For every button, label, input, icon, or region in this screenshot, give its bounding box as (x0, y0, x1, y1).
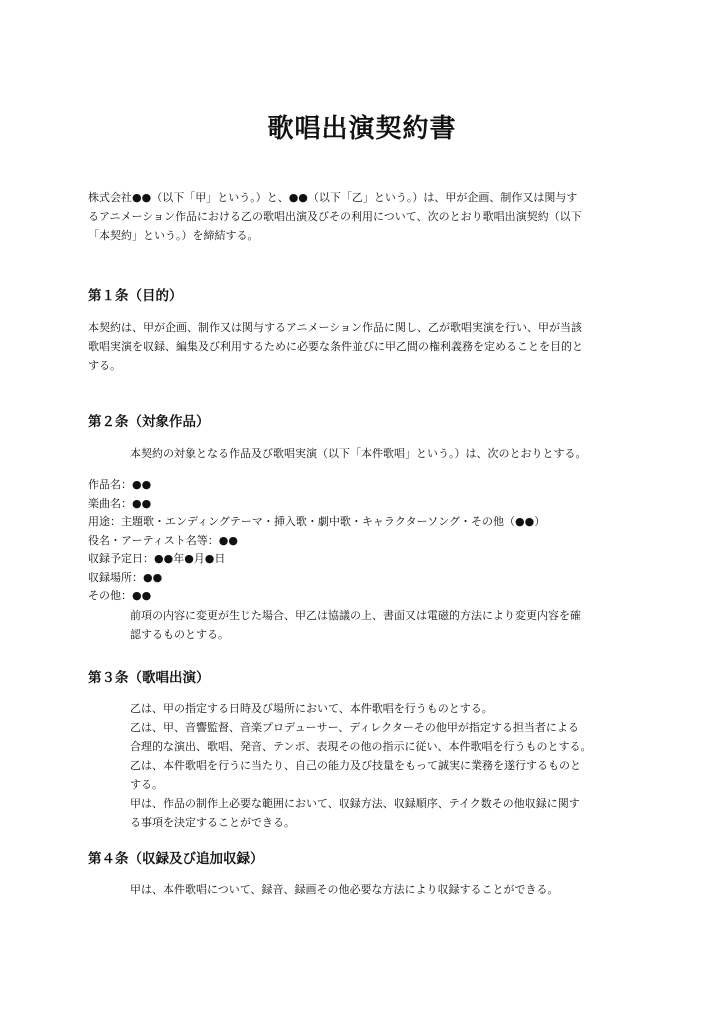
intro-line: 「本契約」という。）を締結する。 (88, 229, 259, 242)
article-3-line: する。 (130, 778, 163, 791)
article-2-heading: 第２条（対象作品） (88, 414, 210, 430)
article-3-line: 乙は、本件歌唱を行うに当たり、自己の能力及び技量をもって誠実に業務を遂行するものと (130, 759, 581, 772)
article-3-line: 乙は、甲の指定する日時及び場所において、本件歌唱を行うものとする。 (130, 702, 493, 715)
intro-line: るアニメーション作品における乙の歌唱出演及びその利用について、次のとおり歌唱出演契約（以下 (88, 210, 582, 223)
intro-paragraph (88, 188, 582, 245)
list-item: 用途：主題歌・エンディングテーマ・挿入歌・劇中歌・キャラクターソング・その他（●●） (88, 515, 546, 528)
article-3-heading: 第３条（歌唱出演） (88, 670, 210, 686)
article-3-line: 乙は、甲、音響監督、音楽プロデューサー、ディレクターその他甲が指定する担当者による (130, 721, 579, 734)
article-2-trailer (130, 606, 581, 644)
article-1-line: 本契約は、甲が企画、制作又は関与するアニメーション作品に関し、乙が歌唱実演を行い、甲が当該 (88, 321, 583, 334)
article-1-line: する。 (88, 359, 121, 372)
article-4-body (130, 880, 559, 899)
list-item: 楽曲名：●● (88, 496, 152, 510)
intro-line: 株式会社●●（以下「甲」という。）と、●●（以下「乙」という。）は、甲が企画、制作又は関与す (88, 191, 578, 204)
article-2-trailer-line: 前項の内容に変更が生じた場合、甲乙は協議の上、書面又は電磁的方法により変更内容を確 (130, 609, 581, 622)
article-3-line: る事項を決定することができる。 (130, 816, 295, 829)
article-1-line: 歌唱実演を収録、編集及び利用するために必要な条件並びに甲乙間の権利義務を定めることを目的と (88, 340, 583, 353)
list-item: 収録予定日：●●年●月●日 (88, 552, 226, 565)
article-2-trailer-line: 認するものとする。 (130, 628, 229, 641)
article-1-heading: 第１条（目的） (88, 288, 183, 304)
document-title: 歌唱出演契約書 (267, 114, 457, 144)
list-item: その他：●● (88, 589, 152, 602)
list-item: 作品名：●● (88, 478, 152, 491)
article-2-items (88, 476, 545, 606)
list-item: 収録場所：●● (88, 570, 163, 584)
article-2-lead (130, 444, 587, 463)
article-3-line: 合理的な演出、歌唱、発音、テンポ、表現その他の指示に従い、本件歌唱を行うものとする。 (130, 740, 592, 753)
article-1-body (88, 318, 583, 375)
article-3-body (130, 699, 591, 832)
article-2-lead-line: 本契約の対象となる作品及び歌唱実演（以下「本件歌唱」という。）は、次のとおりとする。 (130, 447, 587, 460)
article-4-heading: 第４条（収録及び追加収録） (88, 851, 264, 867)
article-3-line: 甲は、作品の制作上必要な範囲において、収録方法、収録順序、テイク数その他収録に関す (130, 797, 580, 810)
article-4-line: 甲は、本件歌唱について、録音、録画その他必要な方法により収録することができる。 (130, 883, 559, 896)
list-item: 役名・アーティスト名等：●● (88, 533, 238, 547)
